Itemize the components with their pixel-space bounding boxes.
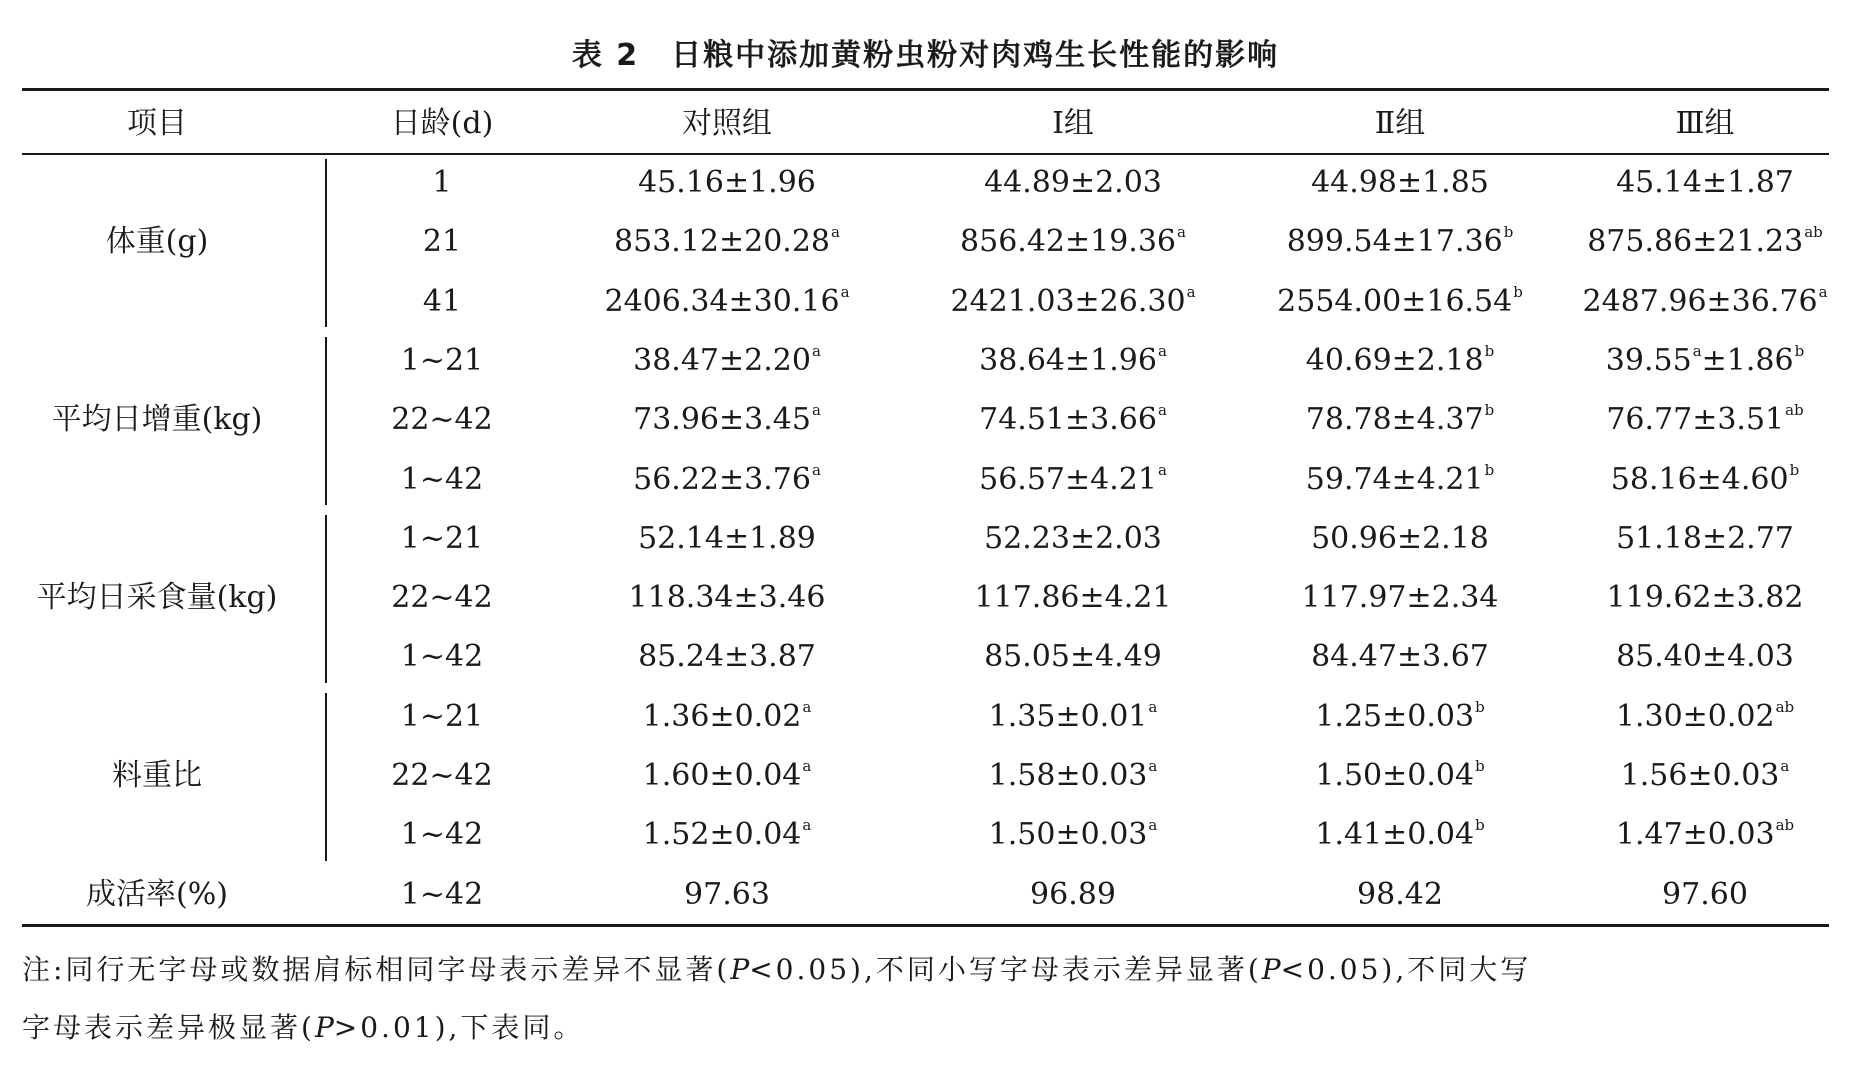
- value-cell: [1555, 875, 1851, 915]
- value-cell: [577, 400, 877, 440]
- age-cell: 22~42: [391, 758, 493, 793]
- age-cell: 1~42: [400, 461, 484, 497]
- value-text: 85.05±4.49: [984, 639, 1162, 675]
- column-header: Ⅲ组: [1675, 106, 1735, 141]
- value-text: 56.22±3.76: [633, 461, 811, 497]
- value-text: 1.56±0.03: [1620, 758, 1780, 793]
- value-cell: [1250, 282, 1550, 322]
- value-cell: [923, 341, 1223, 381]
- value-cell: [1250, 460, 1550, 500]
- value-cell: [923, 697, 1223, 737]
- value-text: 74.51±3.66: [979, 402, 1157, 438]
- value-text: 118.34±3.46: [628, 580, 826, 616]
- table-note-line-1: [22, 950, 1829, 990]
- note-p-symbol: P: [730, 953, 750, 986]
- value-text: 85.24±3.87: [638, 639, 816, 675]
- value-text: 56.57±4.21: [979, 461, 1157, 497]
- significance-superscript: a: [1177, 223, 1186, 242]
- significance-superscript: ab: [1775, 816, 1795, 835]
- significance-superscript: b: [1789, 460, 1800, 479]
- value-text: 96.89: [1030, 876, 1116, 912]
- significance-superscript: a: [802, 697, 812, 716]
- value-cell: [923, 163, 1223, 203]
- value-cell: [1250, 519, 1550, 559]
- value-text: 40.69±2.18: [1305, 342, 1484, 378]
- value-cell: [1250, 756, 1550, 796]
- value-cell: [577, 578, 877, 618]
- age-cell: 1~42: [400, 817, 484, 853]
- value-cell: [923, 282, 1223, 322]
- value-cell: [1555, 163, 1851, 203]
- value-text: 51.18±2.77: [1616, 520, 1794, 556]
- column-header: 项目: [127, 106, 187, 141]
- value-cell: [1555, 697, 1851, 737]
- value-text: 875.86±21.23: [1587, 224, 1804, 260]
- significance-superscript: a: [1148, 757, 1158, 775]
- column-header: Ⅰ组: [1052, 106, 1094, 141]
- value-cell: [1250, 578, 1550, 618]
- significance-superscript: a: [802, 816, 812, 835]
- value-cell: [577, 815, 877, 855]
- significance-superscript: a: [1157, 341, 1167, 360]
- significance-superscript: b: [1475, 816, 1485, 835]
- age-cell: 1~42: [400, 876, 484, 912]
- value-text: 1.60±0.04: [642, 758, 802, 793]
- value-text: 1.41±0.04: [1315, 817, 1475, 853]
- value-cell: [1250, 400, 1550, 440]
- value-cell: [923, 460, 1223, 500]
- value-cell: [577, 222, 877, 262]
- value-text: 38.64±1.96: [979, 342, 1157, 378]
- significance-superscript: a: [1186, 282, 1196, 301]
- value-cell: [577, 519, 877, 559]
- significance-superscript: b: [1475, 757, 1485, 775]
- significance-superscript: a: [811, 401, 821, 420]
- value-cell: [577, 460, 877, 500]
- value-text: 119.62±3.82: [1606, 580, 1804, 616]
- value-text: 76.77±3.51: [1606, 402, 1785, 438]
- value-cell: [1555, 460, 1851, 500]
- value-cell: [577, 697, 877, 737]
- significance-superscript: b: [1484, 401, 1495, 420]
- value-cell: [577, 282, 877, 322]
- value-text: 856.42±19.36: [960, 224, 1177, 260]
- value-text: 1.47±0.03: [1615, 817, 1775, 853]
- value-text: 44.89±2.03: [984, 165, 1162, 200]
- value-text: 1.30±0.02: [1615, 698, 1775, 734]
- significance-superscript: a: [1780, 757, 1790, 775]
- value-text: 85.40±4.03: [1616, 639, 1794, 675]
- significance-superscript: a: [831, 223, 840, 242]
- value-text: 899.54±17.36: [1286, 224, 1503, 260]
- group-label: 平均日采食量(kg): [36, 580, 278, 616]
- value-cell: [1555, 341, 1851, 381]
- value-text: 1.52±0.04: [642, 817, 802, 853]
- value-cell: [923, 875, 1223, 915]
- significance-superscript: a: [840, 282, 850, 301]
- group-label: 料重比: [112, 758, 202, 793]
- note-text: <0.05),不同小写字母表示差异显著(: [749, 953, 1262, 986]
- value-text: 2406.34±30.16: [604, 283, 840, 319]
- value-cell: [1555, 815, 1851, 855]
- significance-superscript: a: [811, 460, 821, 479]
- value-text: 2487.96±36.76: [1582, 283, 1818, 319]
- value-cell: [1250, 222, 1550, 262]
- value-text: 1.50±0.04: [1315, 758, 1475, 793]
- value-cell: [1250, 341, 1550, 381]
- significance-superscript: a: [802, 757, 812, 775]
- table-bottom-rule: [22, 924, 1829, 927]
- value-text: 45.14±1.87: [1616, 165, 1794, 200]
- value-cell: [1555, 282, 1851, 322]
- value-text: 97.60: [1662, 876, 1748, 912]
- value-cell: [1555, 222, 1851, 262]
- note-p-symbol: P: [1261, 953, 1281, 986]
- value-text: 117.86±4.21: [974, 580, 1172, 616]
- age-cell: 1~21: [400, 342, 484, 378]
- value-cell: [923, 519, 1223, 559]
- value-cell: [923, 400, 1223, 440]
- value-cell: [1250, 875, 1550, 915]
- value-cell: [1250, 815, 1550, 855]
- table-header-rule: [22, 153, 1829, 155]
- value-text: 1.36±0.02: [642, 698, 802, 734]
- value-cell: [577, 163, 877, 203]
- age-cell: 22~42: [391, 402, 493, 438]
- significance-superscript: b: [1794, 341, 1805, 360]
- value-text: 50.96±2.18: [1311, 520, 1489, 556]
- value-text: 52.23±2.03: [984, 520, 1162, 556]
- value-text: 73.96±3.45: [633, 402, 811, 438]
- table-top-rule: [22, 88, 1829, 91]
- value-cell: [577, 637, 877, 677]
- value-text: 2421.03±26.30: [950, 283, 1186, 319]
- value-cell: [923, 815, 1223, 855]
- significance-superscript: ab: [1775, 697, 1795, 716]
- value-cell: [923, 222, 1223, 262]
- value-text: 78.78±4.37: [1305, 402, 1484, 438]
- significance-superscript: b: [1484, 341, 1495, 360]
- value-text: 117.97±2.34: [1301, 580, 1499, 616]
- significance-superscript: a: [1692, 341, 1702, 360]
- note-text: <0.05),不同大写: [1280, 953, 1532, 986]
- value-cell: [923, 756, 1223, 796]
- significance-superscript: ab: [1785, 401, 1804, 420]
- value-cell: [1250, 637, 1550, 677]
- age-cell: 1~21: [400, 520, 484, 556]
- value-text: 853.12±20.28: [614, 224, 831, 260]
- age-cell: 21: [422, 224, 462, 260]
- significance-superscript: a: [811, 341, 821, 360]
- value-cell: [1250, 697, 1550, 737]
- value-cell: [577, 756, 877, 796]
- value-text: 97.63: [684, 876, 770, 912]
- value-cell: [1555, 756, 1851, 796]
- value-text: 1.58±0.03: [988, 758, 1148, 793]
- value-cell: [1555, 400, 1851, 440]
- column-header: 日龄(d): [390, 106, 494, 141]
- note-p-symbol: P: [314, 1011, 334, 1044]
- significance-superscript: a: [1157, 460, 1167, 479]
- table-note-line-2: [22, 1008, 1829, 1048]
- significance-superscript: ab: [1804, 223, 1823, 242]
- group-label: 体重(g): [105, 224, 209, 260]
- value-text: 44.98±1.85: [1311, 165, 1489, 200]
- age-cell: 1~42: [400, 639, 484, 675]
- significance-superscript: a: [1818, 282, 1828, 301]
- value-cell: [577, 341, 877, 381]
- significance-superscript: a: [1148, 697, 1158, 716]
- value-text: 58.16±4.60: [1610, 461, 1789, 497]
- value-text: 59.74±4.21: [1305, 461, 1484, 497]
- value-text: 84.47±3.67: [1311, 639, 1489, 675]
- value-cell: [1555, 637, 1851, 677]
- note-text: 字母表示差异极显著(: [22, 1011, 315, 1044]
- group-label: 成活率(%): [86, 876, 228, 912]
- group-label: 平均日增重(kg): [51, 402, 263, 438]
- significance-superscript: b: [1503, 223, 1514, 242]
- age-cell: 1~21: [400, 698, 484, 734]
- value-text: 1.25±0.03: [1315, 698, 1475, 734]
- age-cell: 41: [422, 283, 462, 319]
- table-title: 表 2 日粮中添加黄粉虫粉对肉鸡生长性能的影响: [571, 38, 1280, 73]
- column-header: Ⅱ组: [1374, 106, 1426, 141]
- significance-superscript: a: [1157, 401, 1167, 420]
- value-cell: [923, 578, 1223, 618]
- age-cell: 22~42: [391, 580, 493, 616]
- value-text: 52.14±1.89: [638, 520, 816, 556]
- value-text: 39.55: [1605, 342, 1692, 378]
- value-text: 38.47±2.20: [633, 342, 811, 378]
- age-cell: 1: [432, 165, 452, 200]
- value-text: 45.16±1.96: [638, 165, 816, 200]
- value-cell: [1555, 578, 1851, 618]
- significance-superscript: a: [1148, 816, 1158, 835]
- value-cell: [923, 637, 1223, 677]
- significance-superscript: b: [1475, 697, 1485, 716]
- column-header: 对照组: [682, 106, 772, 141]
- note-text: >0.01),下表同。: [333, 1011, 585, 1044]
- note-text: 注:同行无字母或数据肩标相同字母表示差异不显著(: [22, 953, 731, 986]
- value-text: 2554.00±16.54: [1277, 283, 1513, 319]
- value-cell: [1250, 163, 1550, 203]
- significance-superscript: b: [1484, 460, 1495, 479]
- value-text: 98.42: [1357, 876, 1443, 912]
- significance-superscript: b: [1513, 282, 1523, 301]
- value-text: ±1.86: [1701, 342, 1794, 378]
- value-text: 1.50±0.03: [988, 817, 1148, 853]
- value-cell: [577, 875, 877, 915]
- value-text: 1.35±0.01: [988, 698, 1148, 734]
- value-cell: [1555, 519, 1851, 559]
